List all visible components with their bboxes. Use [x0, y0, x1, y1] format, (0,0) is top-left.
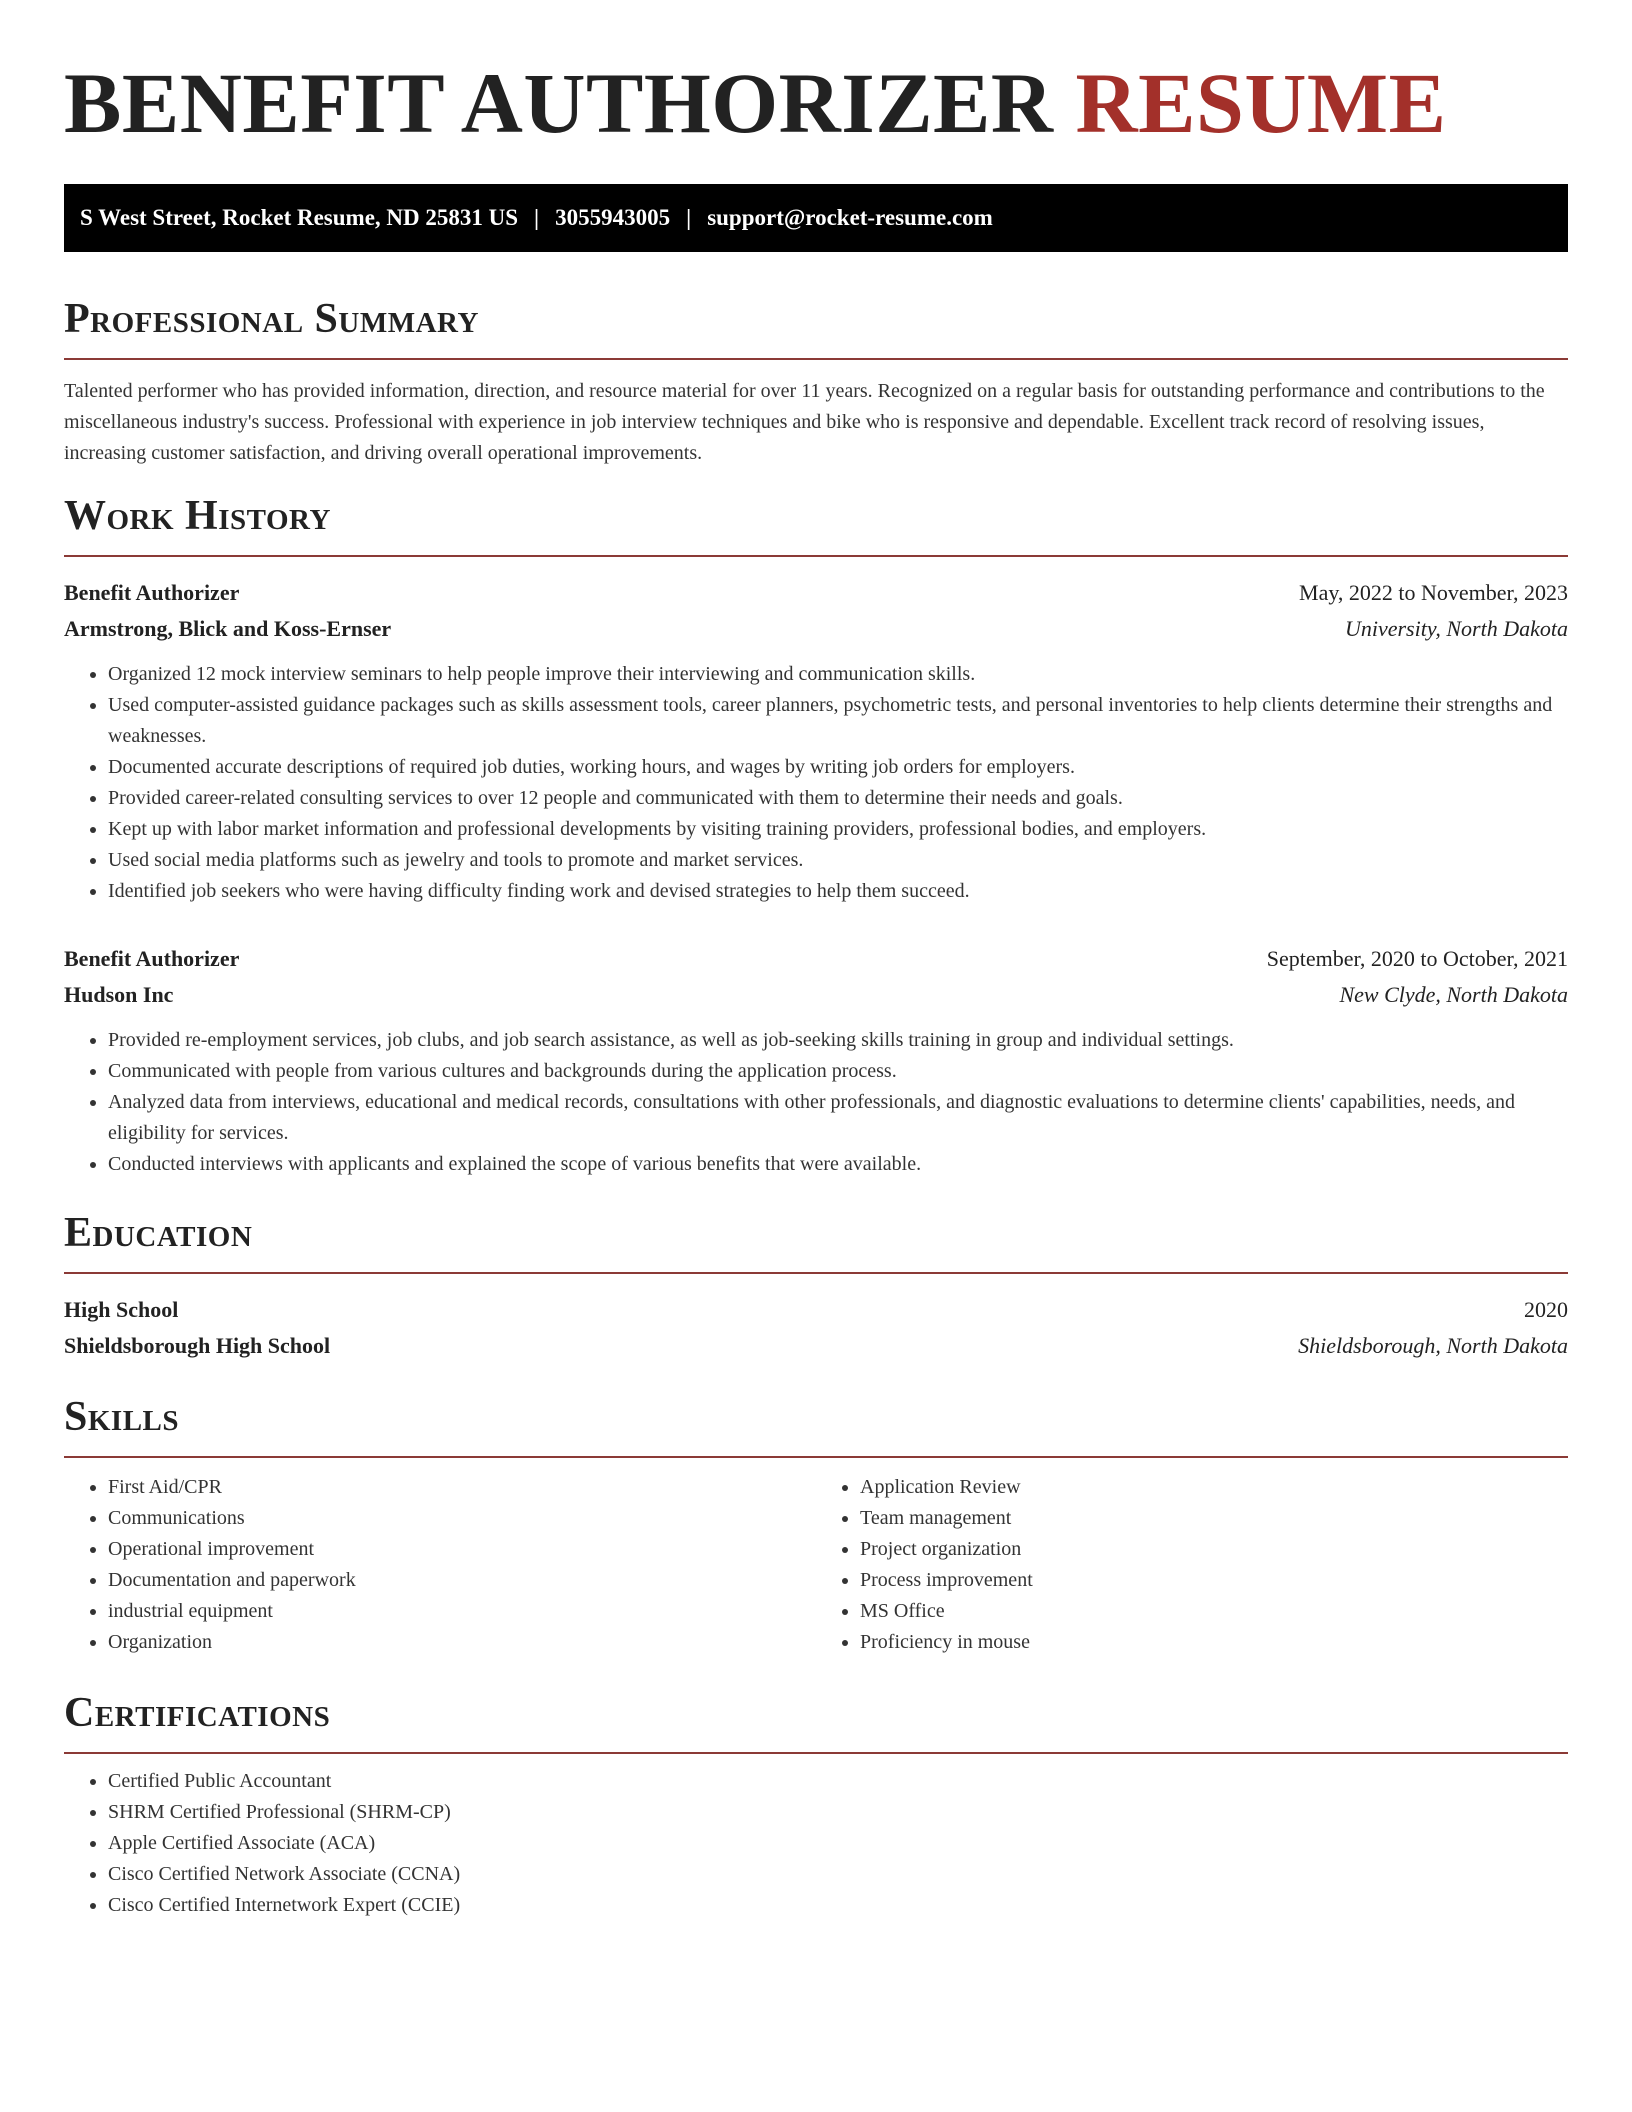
education-entry — [64, 1292, 1568, 1364]
list-item: • Kept up with labor market information and professional developments by visiting training providers, professional bodies, and employers. — [108, 814, 1568, 845]
job-location: New Clyde, North Dakota — [1339, 982, 1568, 1007]
education-location: Shieldsborough, North Dakota — [1298, 1333, 1568, 1358]
contact-phone: 3055943005 — [555, 205, 671, 230]
education-year: 2020 — [1524, 1297, 1568, 1322]
list-item: • Provided career-related consulting services to over 12 people and communicated with them to determine their needs and goals. — [108, 783, 1568, 814]
job-company: Armstrong, Blick and Koss-Ernser — [64, 616, 392, 641]
list-item: • Identified job seekers who were having difficulty finding work and devised strategies to help them succeed. — [108, 876, 1568, 907]
skills-list-left — [64, 1472, 816, 1658]
job-duties-list — [64, 659, 1568, 907]
job-location: University, North Dakota — [1344, 616, 1568, 641]
certifications-list — [64, 1766, 1568, 1921]
list-item: • Apple Certified Associate (ACA) — [108, 1828, 1568, 1859]
list-item: • Organization — [108, 1627, 816, 1658]
list-item: • Process improvement — [860, 1565, 1568, 1596]
contact-separator: | — [686, 205, 692, 230]
contact-email[interactable]: support@rocket-resume.com — [707, 205, 993, 230]
list-item: • Used social media platforms such as jewelry and tools to promote and market services. — [108, 845, 1568, 876]
list-item: • Documented accurate descriptions of required job duties, working hours, and wages by writing job orders for employers. — [108, 752, 1568, 783]
contact-separator: | — [534, 205, 540, 230]
work-entry-subheader — [64, 611, 1568, 647]
job-title: Benefit Authorizer — [64, 580, 240, 605]
contact-address: S West Street, Rocket Resume, ND 25831 US — [80, 205, 519, 230]
list-item: • Application Review — [860, 1472, 1568, 1503]
work-entry-subheader — [64, 977, 1568, 1013]
section-heading-work-history: Work History — [64, 491, 1568, 557]
section-heading-summary: Professional Summary — [64, 294, 1568, 360]
list-item: • Analyzed data from interviews, educational and medical records, consultations with other professionals, and diagnostic evaluations to determine clients' capabilities, needs, and eligibility for services. — [108, 1087, 1568, 1149]
education-school: Shieldsborough High School — [64, 1333, 331, 1358]
list-item: • Provided re-employment services, job clubs, and job search assistance, as well as job-seeking skills training in group and individual settings. — [108, 1025, 1568, 1056]
skills-columns — [64, 1472, 1568, 1658]
list-item: • Used computer-assisted guidance packages such as skills assessment tools, career planners, psychometric tests, and personal inventories to help clients determine their strengths and weaknesses. — [108, 690, 1568, 752]
title-accent: RESUME — [1075, 55, 1447, 151]
list-item: • Organized 12 mock interview seminars to help people improve their interviewing and communication skills. — [108, 659, 1568, 690]
section-heading-education: Education — [64, 1208, 1568, 1274]
list-item: • Cisco Certified Internetwork Expert (CCIE) — [108, 1890, 1568, 1921]
resume-title — [64, 56, 1568, 150]
work-entry-header — [64, 575, 1568, 611]
list-item: • industrial equipment — [108, 1596, 816, 1627]
education-entry-header — [64, 1292, 1568, 1328]
section-heading-certifications: Certifications — [64, 1688, 1568, 1754]
list-item: • Project organization — [860, 1534, 1568, 1565]
list-item: • Documentation and paperwork — [108, 1565, 816, 1596]
job-title: Benefit Authorizer — [64, 946, 240, 971]
title-main: BENEFIT AUTHORIZER — [64, 55, 1054, 151]
job-dates: May, 2022 to November, 2023 — [1299, 580, 1568, 605]
job-dates: September, 2020 to October, 2021 — [1266, 946, 1568, 971]
summary-text: Talented performer who has provided information, direction, and resource material for over 11 years. Recognized on a regular basis for outstanding performance and contributions to the miscellaneous industry's success. Professional with experience in job interview techniques and bike who is responsive and dependable. Excellent track record of resolving issues, increasing customer satisfaction, and driving overall operational improvements. — [64, 380, 1545, 464]
work-entry-header — [64, 941, 1568, 977]
list-item: • Certified Public Accountant — [108, 1766, 1568, 1797]
list-item: • Communications — [108, 1503, 816, 1534]
job-company: Hudson Inc — [64, 982, 174, 1007]
list-item: • Team management — [860, 1503, 1568, 1534]
section-heading-skills: Skills — [64, 1392, 1568, 1458]
education-degree: High School — [64, 1297, 179, 1322]
work-entry — [64, 941, 1568, 1180]
contact-bar — [64, 184, 1568, 252]
list-item: • First Aid/CPR — [108, 1472, 816, 1503]
list-item: • MS Office — [860, 1596, 1568, 1627]
job-duties-list — [64, 1025, 1568, 1180]
list-item: • Conducted interviews with applicants and explained the scope of various benefits that were available. — [108, 1149, 1568, 1180]
work-entry — [64, 575, 1568, 907]
skills-list-right — [816, 1472, 1568, 1658]
list-item: • Operational improvement — [108, 1534, 816, 1565]
list-item: • Proficiency in mouse — [860, 1627, 1568, 1658]
list-item: • Cisco Certified Network Associate (CCNA) — [108, 1859, 1568, 1890]
education-entry-subheader — [64, 1328, 1568, 1364]
list-item: • Communicated with people from various cultures and backgrounds during the application process. — [108, 1056, 1568, 1087]
list-item: • SHRM Certified Professional (SHRM-CP) — [108, 1797, 1568, 1828]
